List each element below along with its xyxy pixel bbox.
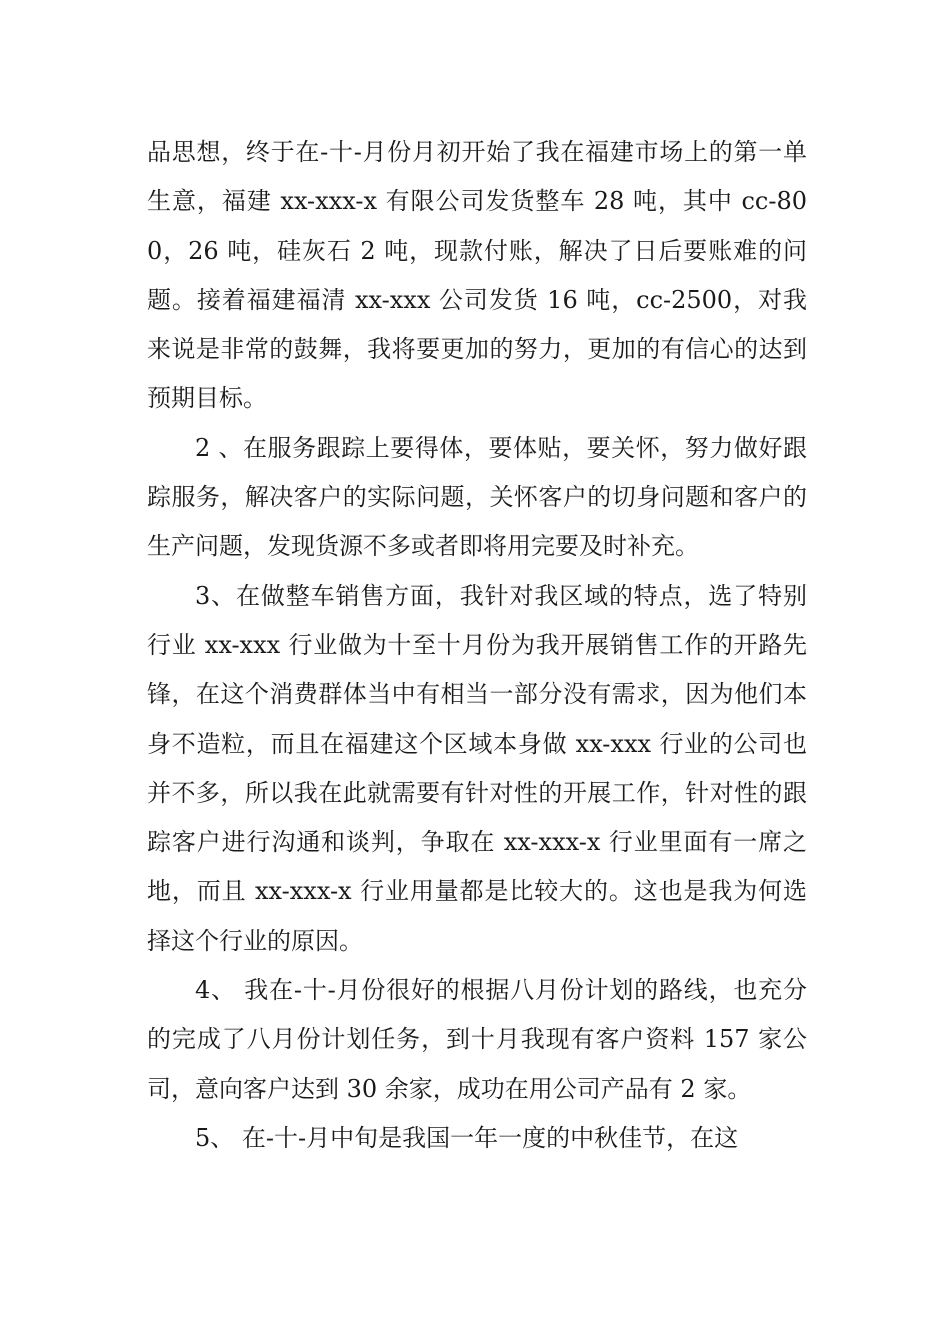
document-body [147,128,807,1163]
paragraph-4: 4、 我在-十-月份很好的根据八月份计划的路线，也充分的完成了八月份计划任务，到十月我现有客户资料 157 家公司，意向客户达到 30 余家，成功在用公司产品有 2 家。 [147,976,807,1103]
paragraph-2: 2 、在服务跟踪上要得体，要体贴，要关怀，努力做好跟踪服务，解决客户的实际问题，关怀客户的切身问题和客户的生产问题，发现货源不多或者即将用完要及时补充。 [147,433,807,561]
paragraph-3: 3、在做整车销售方面，我针对我区域的特点，选了特别行业 xx-xxx 行业做为十至十月份为我开展销售工作的开路先锋，在这个消费群体当中有相当一部分没有需求，因为他们本身不造粒，而且在福建这个区域本身做 xx-xxx 行业的公司也并不多，所以我在此就需要有针对性的开展工作，针对性的跟踪客户进行沟通和谈判，争取在 xx-xxx-x 行业里面有一席之地，而且 xx-xxx-x 行业用量都是比较大的。这也是我为何选择这个行业的原因。 [147,581,807,955]
paragraph-5: 5、 在-十-月中旬是我国一年一度的中秋佳节，在这 [195,1123,739,1152]
paragraph-1: 品思想，终于在-十-月份月初开始了我在福建市场上的第一单生意，福建 xx-xxx-x 有限公司发货整车 28 吨，其中 cc-800，26 吨，硅灰石 2 吨，现款付账，解决了日后要账难的问题。接着福建福清 xx-xxx 公司发货 16 吨，cc-2500，对我来说是非常的鼓舞，我将要更加的努力，更加的有信心的达到预期目标。 [147,138,807,413]
